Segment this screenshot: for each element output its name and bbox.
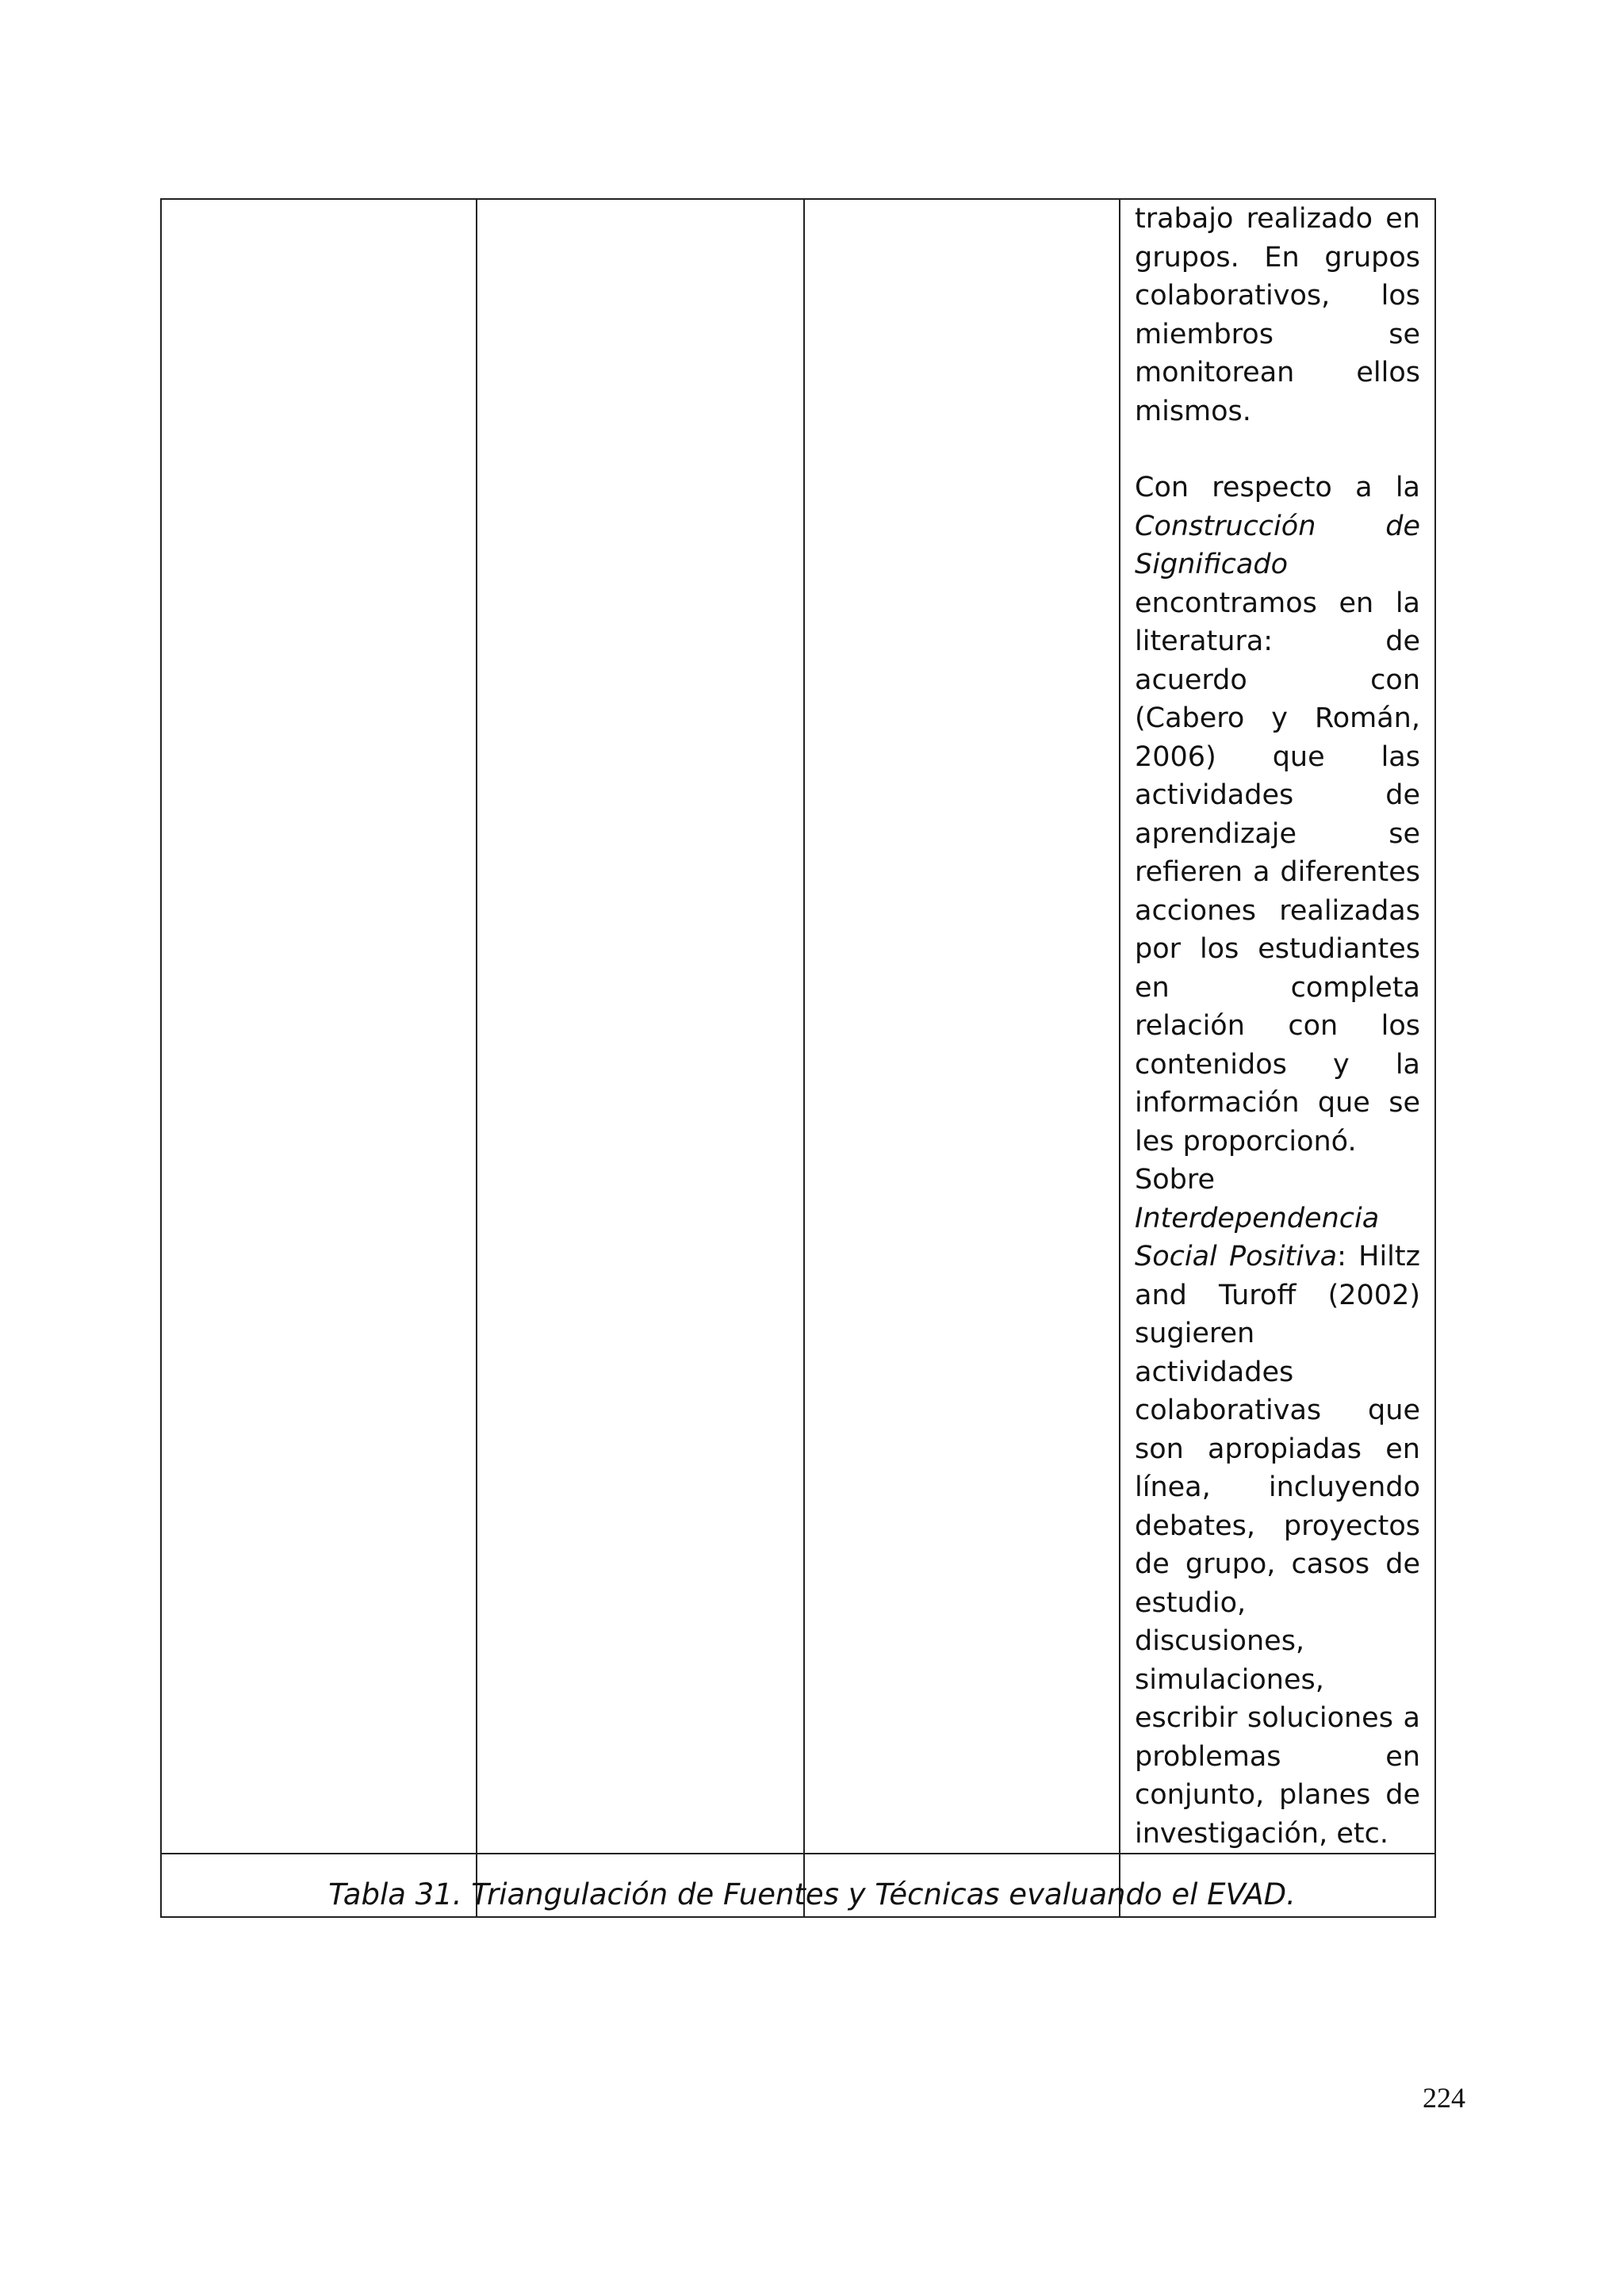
table-cell-empty-3: [804, 199, 1120, 1854]
page-number: 224: [1423, 2082, 1465, 2114]
table-row: [161, 199, 1435, 1854]
construccion-intro: Con respecto a la: [1135, 472, 1420, 503]
paragraph-construccion: [1135, 469, 1420, 1161]
paragraph-interdependencia: [1135, 1161, 1420, 1853]
table-cell-empty-2: [477, 199, 804, 1854]
interdependencia-intro: Sobre: [1135, 1164, 1216, 1196]
paragraph-monitoring: trabajo realizado en grupos. En grupos colaborativos, los miembros se monitorean ellos mismos.: [1135, 203, 1420, 427]
triangulation-table: [160, 198, 1436, 1918]
construccion-body: encontramos en la literatura: de acuerdo con (Cabero y Román, 2006) que las actividades de aprendizaje se refieren a diferentes acciones realizadas por los estudiantes en completa relación con los contenidos y la información que se les proporcionó.: [1135, 587, 1420, 1158]
construccion-term: Construcción de Significado: [1135, 510, 1420, 580]
table-cell-text: [1120, 199, 1435, 1854]
table-cell-empty-1: [161, 199, 477, 1854]
interdependencia-body: : Hiltz and Turoff (2002) sugieren actividades colaborativas que son apropiadas en línea, incluyendo debates, proyectos de grupo, casos de estudio, discusiones, simulaciones, escribir soluciones a problemas en conjunto, planes de investigación, etc.: [1135, 1241, 1421, 1850]
table-caption: Tabla 31. Triangulación de Fuentes y Técnicas evaluando el EVAD.: [328, 1877, 1296, 1911]
interdependencia-term: Interdependencia Social Positiva: [1135, 1202, 1380, 1272]
